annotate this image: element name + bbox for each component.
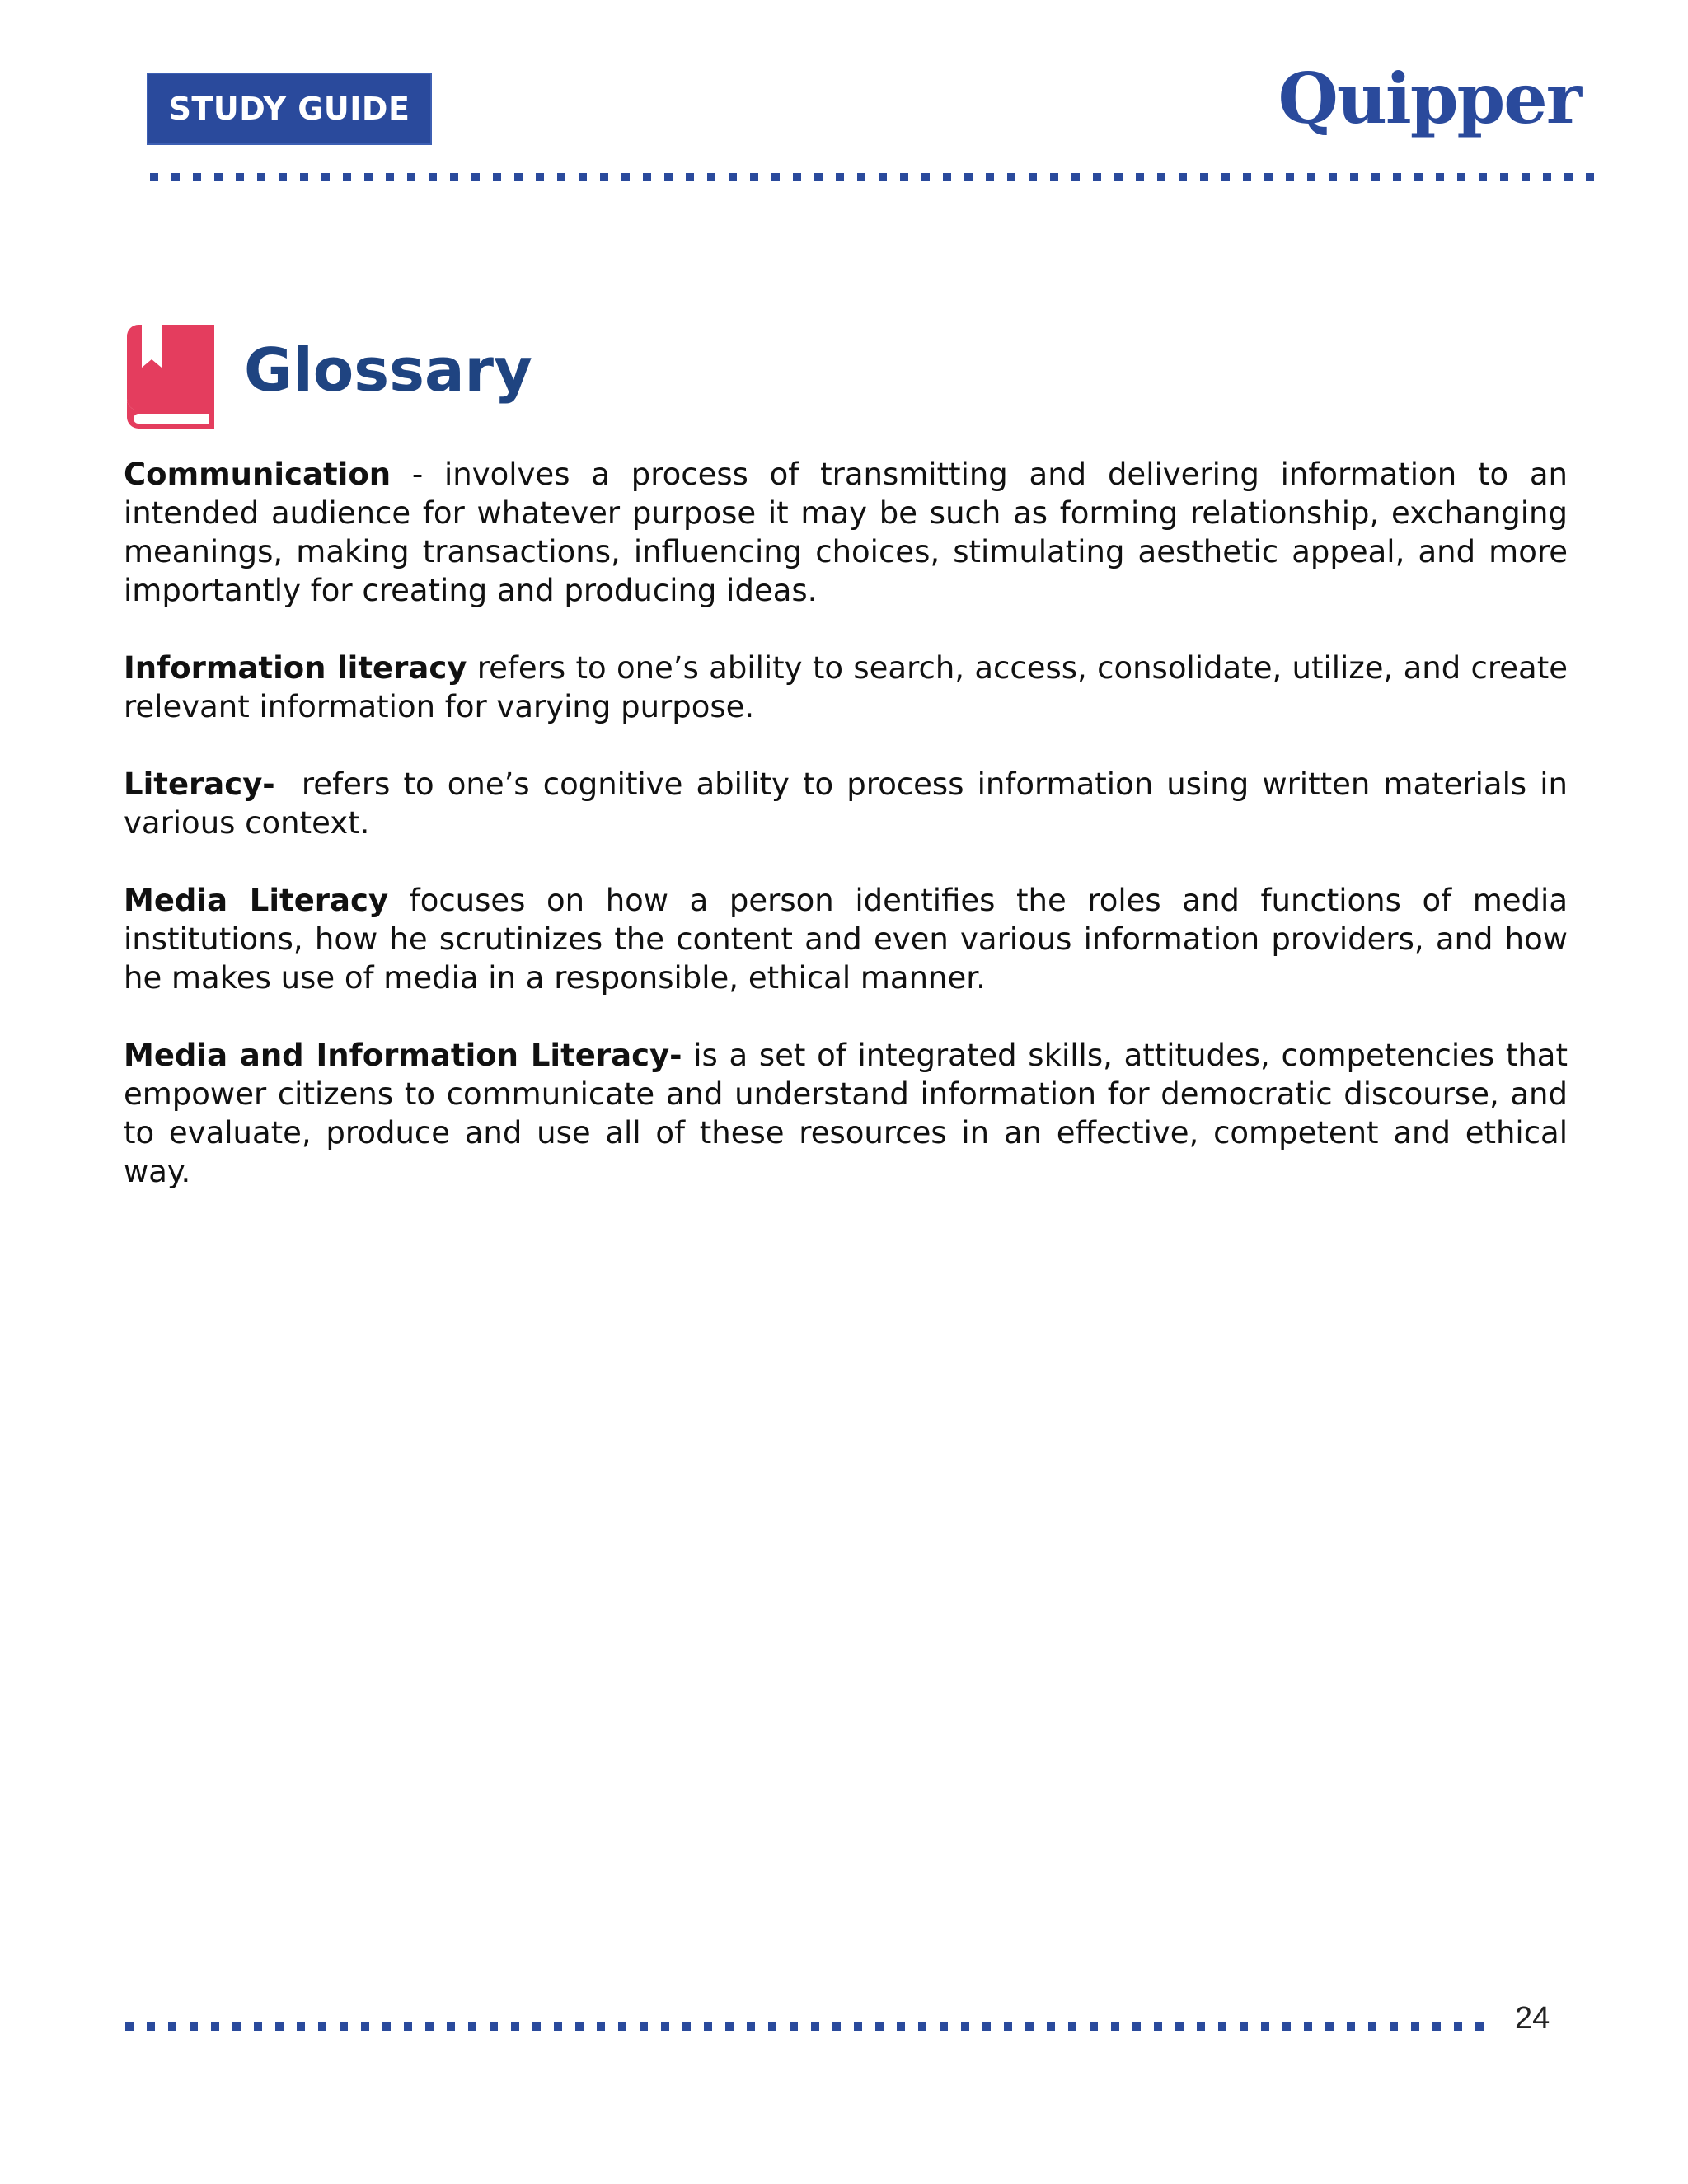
entry-term: Literacy-: [124, 766, 275, 802]
entry-term: Communication: [124, 457, 392, 492]
entry-term: Media Literacy: [124, 883, 389, 918]
glossary-entry-information-literacy: [124, 649, 1568, 726]
entry-definition: is a set of integrated skills, attitudes, competencies that empower citizens to communicate and understand information for democratic discourse, and to evaluate, produce and use all of these resources in an effective, competent and ethical way.: [124, 1038, 1568, 1189]
study-guide-label: STUDY GUIDE: [168, 91, 410, 127]
entry-definition: refers to one’s cognitive ability to process information using written materials in various context.: [124, 766, 1578, 841]
glossary-entry-media-literacy: [124, 881, 1568, 997]
entry-term: Media and Information Literacy-: [124, 1038, 682, 1073]
glossary-entry-media-and-information-literacy: [124, 1036, 1568, 1191]
book-icon: [127, 325, 214, 429]
entry-term: Information literacy: [124, 650, 467, 686]
top-dotted-divider: [150, 173, 1594, 181]
glossary-title: Glossary: [244, 335, 532, 405]
entry-definition: refers to one’s ability to search, access, consolidate, utilize, and create relevant information for varying purpose.: [124, 650, 1568, 724]
bottom-dotted-divider: [125, 2022, 1497, 2031]
glossary-entry-communication: [124, 455, 1568, 610]
brand-logo: Quipper: [1278, 58, 1581, 139]
glossary-entries: [124, 455, 1578, 1230]
page-number: 24: [1515, 2001, 1550, 2036]
entry-definition: focuses on how a person identifies the roles and functions of media institutions, how he scrutinizes the content and even various information providers, and how he makes use of media in a responsible, ethical manner.: [124, 883, 1568, 996]
study-guide-badge: [147, 73, 432, 145]
entry-definition: - involves a process of transmitting and delivering information to an intended audience for whatever purpose it may be such as forming relationship, exchanging meanings, making transactions, influencing choices, stimulating aesthetic appeal, and more importantly for creating and producing ideas.: [124, 457, 1568, 608]
glossary-entry-literacy: [124, 765, 1578, 842]
